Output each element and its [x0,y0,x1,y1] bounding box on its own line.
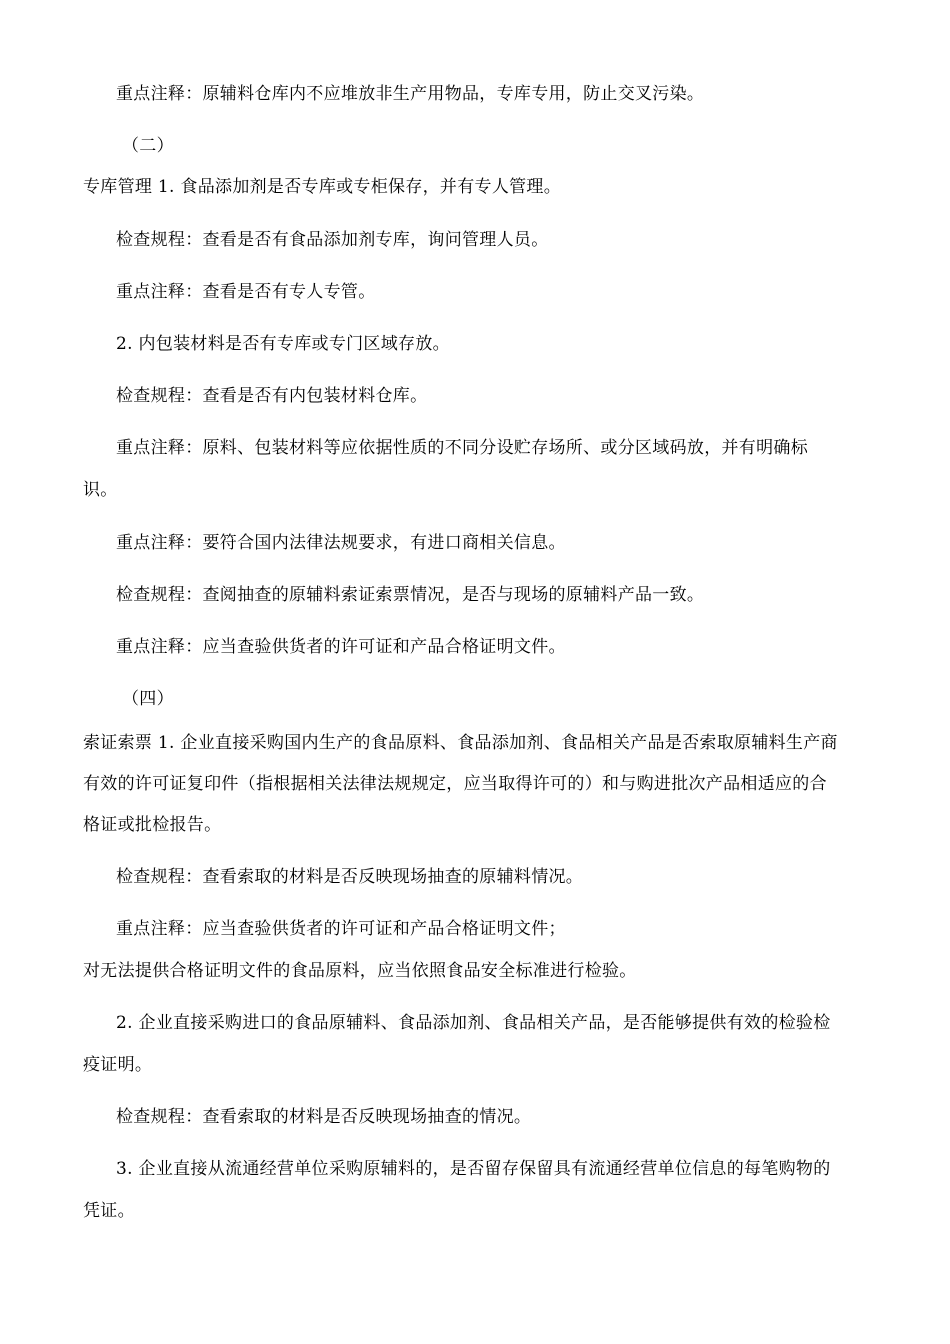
item-line-continued: 格证或批检报告。 [83,815,222,835]
note-line: 重点注释：查看是否有专人专管。 [116,282,376,302]
item-line-continued: 疫证明。 [83,1055,153,1075]
note-line-continued: 对无法提供合格证明文件的食品原料，应当依照食品安全标准进行检验。 [83,961,637,981]
procedure-line: 检查规程：查看索取的材料是否反映现场抽查的原辅料情况。 [116,867,584,887]
procedure-line: 检查规程：查阅抽查的原辅料索证索票情况，是否与现场的原辅料产品一致。 [116,585,705,605]
section-heading-line: 索证索票 1. 企业直接采购国内生产的食品原料、食品添加剂、食品相关产品是否索取原辅料生产商 [83,733,838,753]
note-line: 重点注释：应当查验供货者的许可证和产品合格证明文件； [116,919,566,939]
section-number: （四） [122,689,174,709]
item-line: 2. 企业直接采购进口的食品原辅料、食品添加剂、食品相关产品，是否能够提供有效的检验检 [116,1013,831,1033]
note-line: 重点注释：要符合国内法律法规要求，有进口商相关信息。 [116,533,566,553]
item-line: 2. 内包装材料是否有专库或专门区域存放。 [116,334,450,354]
procedure-line: 检查规程：查看是否有内包装材料仓库。 [116,386,428,406]
item-line-continued: 有效的许可证复印件（指根据相关法律法规规定，应当取得许可的）和与购进批次产品相适应的合 [83,774,827,794]
note-line: 重点注释：原辅料仓库内不应堆放非生产用物品，专库专用，防止交叉污染。 [116,84,705,104]
item-line-continued: 凭证。 [83,1201,135,1221]
item-line: 3. 企业直接从流通经营单位采购原辅料的，是否留存保留具有流通经营单位信息的每笔购物的 [116,1159,831,1179]
note-line-continued: 识。 [83,480,118,500]
section-number: （二） [122,136,174,156]
note-line: 重点注释：应当查验供货者的许可证和产品合格证明文件。 [116,637,566,657]
section-heading-line: 专库管理 1. 食品添加剂是否专库或专柜保存，并有专人管理。 [83,177,562,197]
procedure-line: 检查规程：查看索取的材料是否反映现场抽查的情况。 [116,1107,532,1127]
procedure-line: 检查规程：查看是否有食品添加剂专库，询问管理人员。 [116,230,549,250]
note-line: 重点注释：原料、包装材料等应依据性质的不同分设贮存场所、或分区域码放，并有明确标 [116,438,808,458]
